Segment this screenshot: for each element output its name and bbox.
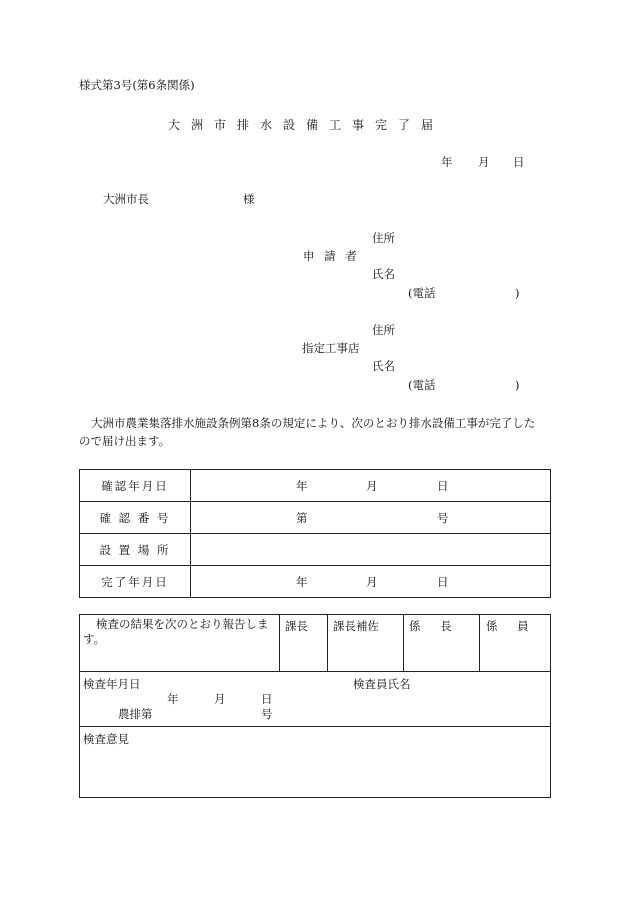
stamp-label-section-chief: 課長 <box>285 619 308 633</box>
contractor-phone-label: (電話 <box>408 378 436 392</box>
inspection-box <box>79 671 551 798</box>
body-text-line1: 大洲市農業集落排水施設条例第8条の規定により、次のとおり排水設備工事が完了した <box>91 416 536 430</box>
table-row <box>80 534 551 566</box>
body-text-line2: ので届け出ます。 <box>79 434 171 448</box>
date-year-label: 年 <box>441 155 453 169</box>
contractor-phone-close: ) <box>515 378 520 392</box>
inspection-opinion-label: 検査意見 <box>83 732 129 746</box>
report-text-line2: す。 <box>83 632 106 646</box>
stamp-label-subsection-chief: 係 長 <box>409 619 460 633</box>
row-value-cell <box>191 534 551 566</box>
row-label: 設 置 場 所 <box>80 534 191 566</box>
date-day-label: 日 <box>513 155 525 169</box>
contractor-address-label: 住所 <box>372 323 395 337</box>
table-row <box>80 502 551 534</box>
report-text-line1: 検査の結果を次のとおり報告しま <box>96 617 269 631</box>
inspection-number-suffix: 号 <box>261 707 273 721</box>
row-value-cell <box>191 566 551 598</box>
row-value-cell <box>191 470 551 502</box>
value-day: 日 <box>437 479 449 493</box>
value-day: 日 <box>437 575 449 589</box>
addressee-honorific: 様 <box>243 192 255 206</box>
value-month: 月 <box>366 479 378 493</box>
inspection-number-prefix: 農排第 <box>118 707 153 721</box>
applicant-address-label: 住所 <box>372 231 395 245</box>
stamp-label-assistant-chief: 課長補佐 <box>333 619 379 633</box>
value-month: 月 <box>366 575 378 589</box>
inspection-day-label: 日 <box>261 692 273 706</box>
divider <box>279 614 280 672</box>
date-month-label: 月 <box>478 155 490 169</box>
value-number-suffix: 号 <box>437 511 449 525</box>
inspector-name-label: 検査員氏名 <box>353 677 411 691</box>
divider <box>479 614 480 672</box>
inspection-date-label: 検査年月日 <box>83 677 141 691</box>
inspection-year-label: 年 <box>167 692 179 706</box>
divider <box>327 614 328 672</box>
addressee-name: 大洲市長 <box>103 192 149 206</box>
value-number-prefix: 第 <box>296 511 308 525</box>
divider <box>79 726 551 727</box>
divider <box>403 614 404 672</box>
stamp-label-staff: 係 員 <box>486 619 537 633</box>
form-title: 大洲市排水設備工事完了届 <box>168 118 445 132</box>
row-label: 完了年月日 <box>80 566 191 598</box>
table-row <box>80 566 551 598</box>
row-label: 確 認 番 号 <box>80 502 191 534</box>
inspection-month-label: 月 <box>214 692 226 706</box>
value-year: 年 <box>296 575 308 589</box>
applicant-phone-label: (電話 <box>408 286 436 300</box>
applicant-name-label: 氏名 <box>372 267 395 281</box>
form-number: 様式第3号(第6条関係) <box>79 78 195 92</box>
applicant-phone-close: ) <box>515 286 520 300</box>
contractor-role-label: 指定工事店 <box>302 341 360 355</box>
details-table <box>79 469 551 598</box>
row-label: 確認年月日 <box>80 470 191 502</box>
row-value-cell <box>191 502 551 534</box>
table-row <box>80 470 551 502</box>
applicant-role-label: 申 請 者 <box>303 249 360 263</box>
value-year: 年 <box>296 479 308 493</box>
contractor-name-label: 氏名 <box>372 359 395 373</box>
